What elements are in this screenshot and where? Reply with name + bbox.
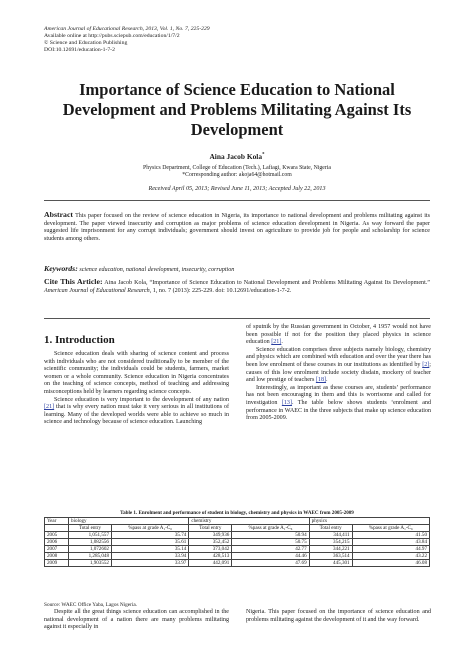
abstract-text: This paper focused on the review of science education in Nigeria, its importance to national development and problems militating against its development. The paper viewed insecurity and corruption as major problems of science education development in Nigeria. As way forward the paper suggested life imprisonment for any corrupt individuals; government should invest on agriculture to provide job for people and scholarship for science students among others. — [44, 213, 430, 242]
abstract-label: Abstract — [44, 210, 74, 219]
cite-block — [44, 278, 430, 295]
bottom-left-paragraph: Despite all the great things science education can accomplished in the national development of a nation there are many problems militating against it especially in — [44, 609, 229, 631]
right-p2-text-c: . — [326, 377, 328, 384]
subheader-blank — [45, 525, 69, 532]
section-heading-introduction: 1. Introduction — [44, 334, 115, 346]
right-paragraph-2 — [246, 347, 431, 385]
cell-chemistry-total: 349,936 — [189, 532, 232, 539]
cell-physics-pass: 41.50 — [352, 532, 429, 539]
left-column — [44, 351, 229, 427]
table-row — [45, 560, 430, 567]
table-header-row — [45, 518, 430, 525]
journal-line: American Journal of Educational Research, 2013, Vol. 1, No. 7, 225-229 — [44, 26, 210, 32]
header-physics: physics — [309, 518, 429, 525]
doi-line[interactable]: DOI:10.12691/education-1-7-2 — [44, 47, 115, 53]
keywords-text: science education, national development, insecurity, corruption — [79, 267, 235, 273]
cell-year: 2006 — [45, 539, 69, 546]
subheader-chemistry-total: Total entry — [189, 525, 232, 532]
affiliation — [0, 165, 474, 179]
cell-physics-total: 354,215 — [309, 539, 352, 546]
intro-p2-text-b: that is why every nation must take it very serious in all institutions of learning. Many of the developed worlds were able to achieve so much in science and technology because of science education. Launching — [44, 404, 229, 426]
cell-physics-pass: 43.84 — [352, 539, 429, 546]
cell-chemistry-pass: 44.46 — [232, 553, 309, 560]
header-biology: biology — [69, 518, 189, 525]
cell-physics-total: 445,301 — [309, 560, 352, 567]
subheader-physics-pass: %pass at grade A₁-C₆ — [352, 525, 429, 532]
intro-paragraph-2 — [44, 397, 229, 427]
reference-link[interactable]: [21] — [271, 339, 282, 346]
header-chemistry: chemistry — [189, 518, 309, 525]
cell-physics-total: 344,411 — [309, 532, 352, 539]
corresponding-author-email[interactable]: *Corresponding author: akoja64@hotmail.com — [182, 172, 292, 179]
subheader-physics-total: Total entry — [309, 525, 352, 532]
right-paragraph-1 — [246, 324, 431, 347]
intro-paragraph-1: Science education deals with sharing of science content and process with individuals who are not considered traditionally to be member of the scientific community; the individuals could be students, farmers, market women or a whole community. Science education in Nigeria concentrates on the teaching of science concepts, method of teaching and addressing misconceptions held by learners regarding science concepts. — [44, 351, 229, 395]
cell-year: 2005 — [45, 532, 69, 539]
cell-chemistry-total: 352,452 — [189, 539, 232, 546]
cell-physics-pass: 43.22 — [352, 553, 429, 560]
cell-biology-total: 1,082556 — [69, 539, 112, 546]
cell-physics-total: 363,514 — [309, 553, 352, 560]
cell-chemistry-total: 373,042 — [189, 546, 232, 553]
cell-chemistry-pass: 47.69 — [232, 560, 309, 567]
corresponding-mark: * — [262, 152, 265, 158]
intro-p2-text-a: Science education is very important to the development of any nation — [54, 396, 229, 403]
cell-biology-pass: 33.97 — [111, 560, 188, 567]
abstract-block — [44, 211, 430, 243]
reference-link[interactable]: [13] — [281, 399, 293, 406]
available-online-line[interactable]: Available online at http://pubs.sciepub.com/education/1/7/2 — [44, 33, 180, 39]
table-row — [45, 546, 430, 553]
cell-physics-pass: 44.97 — [352, 546, 429, 553]
right-p3-text-a: Interestingly, as important as these courses are, students’ performance has not been encouraging in them and this is worrisome and called for investigation — [246, 384, 431, 406]
cite-text: Aina Jacob Kola, “Importance of Science Education to National Development and Problems Militating Against Its Development.” — [104, 280, 431, 286]
enrolment-table — [44, 517, 430, 567]
right-p2-text-a: Science education comprises three subjects namely biology, chemistry and physics which are combined with education and over the year there has been low enrolment of these courses in our institutions as identified by — [246, 346, 431, 368]
bottom-right-column — [246, 609, 431, 624]
right-p1-text-b: . — [281, 339, 283, 346]
divider-top — [44, 200, 430, 201]
cell-biology-pass: 35.61 — [111, 539, 188, 546]
subheader-biology-pass: %pass at grade A₁-C₆ — [111, 525, 188, 532]
cell-biology-total: 1,903552 — [69, 560, 112, 567]
cite-rest[interactable]: , 1, no. 7 (2013): 225-229. doi: 10.12691/education-1-7-2. — [149, 287, 292, 294]
cell-biology-pass: 35.74 — [111, 532, 188, 539]
cite-label: Cite This Article: — [44, 277, 103, 286]
header-year: Year — [45, 518, 69, 525]
subheader-biology-total: Total entry — [69, 525, 112, 532]
keywords-block — [44, 265, 430, 275]
right-paragraph-3 — [246, 385, 431, 423]
keywords-label: Keywords: — [44, 264, 78, 273]
right-p1-text-a: of sputnik by the Russian government in October, 4 1957 would not have been possible if not for the position they placed physics in science education — [246, 324, 431, 346]
cell-chemistry-pass: 42.77 — [232, 546, 309, 553]
copyright-line: © Science and Education Publishing — [44, 40, 128, 46]
masthead — [44, 26, 444, 54]
reference-link[interactable]: [21] — [44, 404, 55, 411]
cell-chemistry-pass: 50.94 — [232, 532, 309, 539]
cell-physics-pass: 46.08 — [352, 560, 429, 567]
right-p3-text-b: . The table below shows students ‘enrolment and performance in WAEC in the three subjects that make up science education from 2005-2009. — [246, 399, 431, 422]
paper-title: Importance of Science Education to National Development and Problems Militating Against Its Development — [62, 80, 412, 139]
divider-bottom — [44, 318, 430, 319]
reference-link[interactable]: [2] — [422, 361, 430, 368]
table-subheader-row — [45, 525, 430, 532]
author-line — [0, 152, 474, 161]
subheader-chemistry-pass: %pass at grade A₁-C₆ — [232, 525, 309, 532]
table-row — [45, 532, 430, 539]
history-dates: Received April 05, 2013; Revised June 11, 2013; Accepted July 22, 2013 — [148, 186, 326, 192]
table-source: Source: WAEC Office Yaba, Lagos Nigeria. — [44, 602, 138, 608]
cell-year: 2009 — [45, 560, 69, 567]
cell-biology-pass: 33.94 — [111, 553, 188, 560]
affiliation-dept: Physics Department, College of Education (Tech.), Lafiagi, Kwara State, Nigeria — [143, 165, 331, 171]
cell-biology-total: 1,285,048 — [69, 553, 112, 560]
bottom-right-paragraph: Nigeria. This paper focused on the importance of science education and problems militating against the development of it and the way forward. — [246, 609, 431, 623]
cell-biology-pass: 35.14 — [111, 546, 188, 553]
cell-chemistry-total: 442,091 — [189, 560, 232, 567]
cell-chemistry-pass: 50.75 — [232, 539, 309, 546]
bottom-left-column — [44, 609, 229, 632]
reference-link[interactable]: [18] — [315, 377, 327, 384]
table-caption: Table 1. Enrolment and performance of student in biology, chemistry and physics in WAEC from 2005-2009 — [120, 510, 354, 516]
right-p2-text-b: ; causes of this low enrolment include society disdain, mockery of teacher and low prestige of teachers — [246, 361, 431, 384]
author-name: Aina Jacob Kola — [209, 152, 263, 161]
cell-year: 2007 — [45, 546, 69, 553]
cell-physics-total: 344,221 — [309, 546, 352, 553]
cell-biology-total: 1,051,557 — [69, 532, 112, 539]
cite-journal: American Journal of Educational Research — [44, 287, 150, 294]
right-column — [246, 324, 431, 423]
cell-biology-total: 1,072602 — [69, 546, 112, 553]
table-row — [45, 539, 430, 546]
cell-chemistry-total: 428,513 — [189, 553, 232, 560]
table-row — [45, 553, 430, 560]
cell-year: 2008 — [45, 553, 69, 560]
